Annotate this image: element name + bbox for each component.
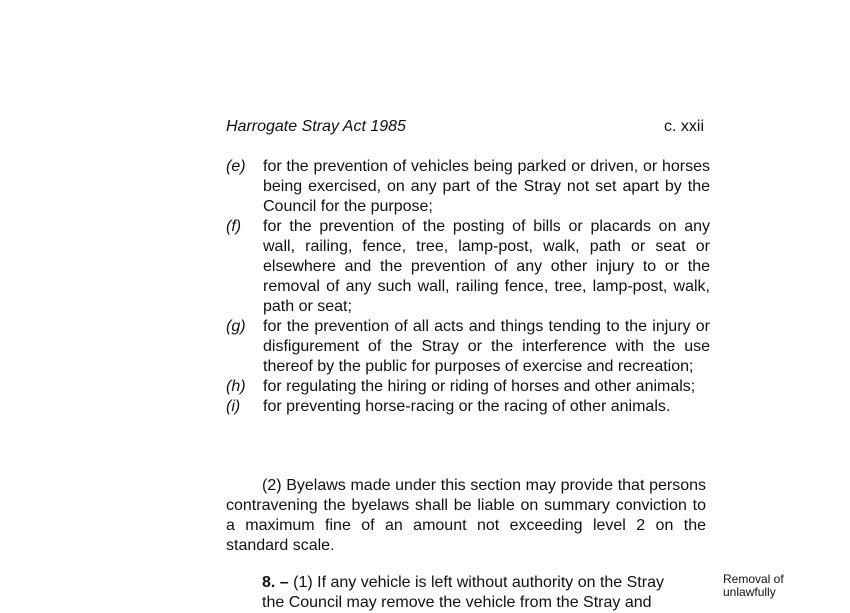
section-number: 8. – (262, 574, 289, 591)
section-8-next-line: the Council may remove the vehicle from the Stray and (262, 594, 652, 611)
section-8-start (262, 573, 664, 593)
margin-note-line: Removal of (723, 572, 784, 586)
paragraph-letter: (f) (226, 218, 242, 235)
list-item (226, 397, 710, 417)
paragraph-letter: (g) (226, 318, 246, 335)
subsection-2: (2) Byelaws made under this section may provide that persons contravening the byelaws shall be liable on summary conviction to a maximum fine of an amount not exceeding level 2 on the standard scale. (226, 477, 706, 554)
byelaw-paragraph-list (226, 157, 710, 417)
chapter-reference: c. xxii (664, 118, 704, 135)
paragraph-text: for the prevention of vehicles being parked or driven, or horses being exercised, on any part of the Stray not set apart by the Council for the purpose; (263, 158, 710, 215)
paragraph-text: for preventing horse-racing or the racing of other animals. (263, 398, 671, 415)
paragraph-letter: (i) (226, 398, 241, 415)
margin-note (723, 573, 833, 599)
paragraph-letter: (h) (226, 378, 246, 395)
list-item (226, 377, 710, 397)
list-item (226, 157, 710, 217)
paragraph-text: for the prevention of the posting of bills or placards on any wall, railing, fence, tree, lamp-post, walk, path or seat or elsewhere and the prevention of any other injury to or the removal of any such wall, railing fence, tree, lamp-post, walk, path or seat; (263, 218, 710, 315)
list-item (226, 317, 710, 377)
margin-note-line: unlawfully (723, 585, 776, 599)
section-8-text: (1) If any vehicle is left without authority on the Stray (288, 574, 664, 591)
running-title: Harrogate Stray Act 1985 (226, 118, 406, 135)
paragraph-text: for regulating the hiring or riding of horses and other animals; (263, 378, 696, 395)
list-item (226, 217, 710, 317)
paragraph-text: for the prevention of all acts and things tending to the injury or disfigurement of the Stray or the interference with the use thereof by the public for purposes of exercise and recreation; (263, 318, 710, 375)
paragraph-letter: (e) (226, 158, 246, 175)
